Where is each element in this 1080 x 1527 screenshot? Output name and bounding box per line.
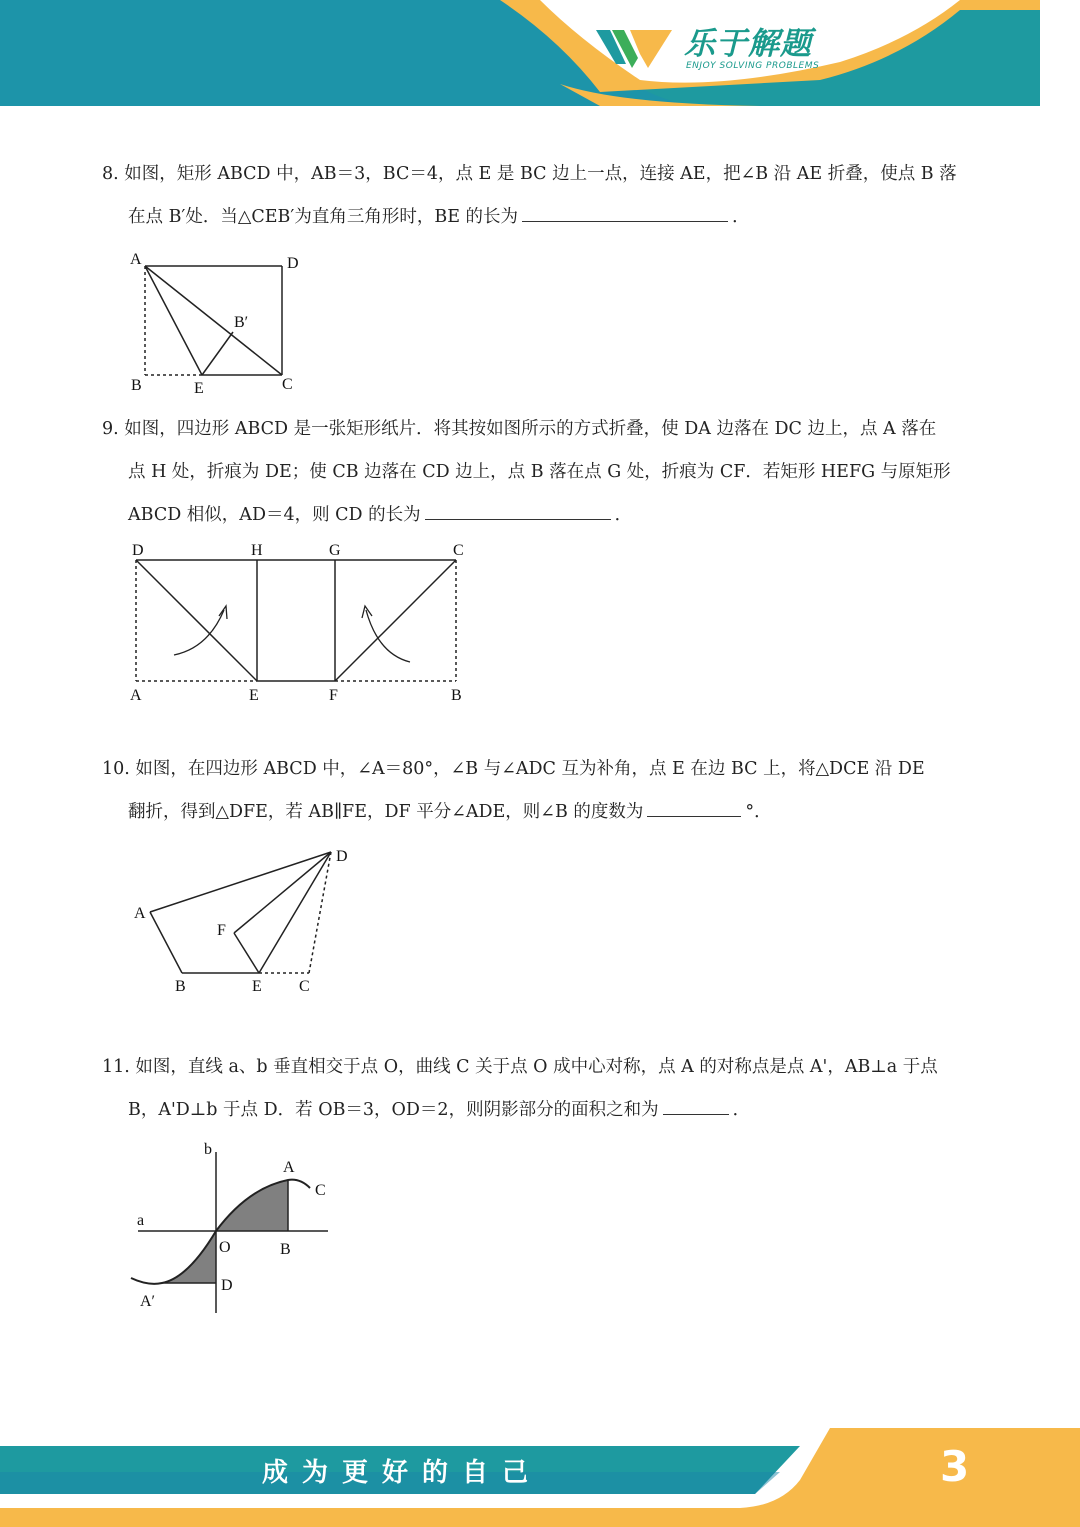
- question-number: 11.: [102, 1057, 130, 1077]
- question-text: B，A'D⊥b 于点 D．若 OB＝3，OD＝2，则阴影部分的面积之和为: [128, 1100, 659, 1120]
- question-11: 11. 如图，直线 a、b 垂直相交于点 O，曲线 C 关于点 O 成中心对称，点 A 的对称点是点 A'，AB⊥a 于点 B，A'D⊥b 于点 D．若 OB＝3，OD＝2，则阴影部分的面积之和为 ．: [102, 1057, 938, 1120]
- footer-slogan: 成为更好的自己: [262, 1458, 543, 1488]
- label-O: O: [219, 1239, 231, 1256]
- figure-q8: [125, 245, 315, 405]
- question-8: 8. 如图，矩形 ABCD 中，AB＝3，BC＝4，点 E 是 BC 边上一点，连接 AE，把∠B 沿 AE 折叠，使点 B 落 在点 B′处．当△CEB′为直角三角形时，BE 的长为 ．: [102, 164, 957, 227]
- question-text: 如图，四边形 ABCD 是一张矩形纸片．将其按如图所示的方式折叠，使 DA 边落在 DC 边上，点 A 落在: [124, 419, 937, 439]
- label-C: C: [315, 1182, 326, 1199]
- answer-blank[interactable]: [522, 203, 728, 222]
- label-a: a: [137, 1212, 145, 1229]
- figure-q10: [128, 842, 368, 1002]
- label-A: A: [283, 1159, 295, 1176]
- label-C: C: [282, 376, 293, 393]
- question-text: 在点 B′处．当△CEB′为直角三角形时，BE 的长为: [128, 207, 519, 227]
- label-F: F: [329, 687, 338, 704]
- question-text: ABCD 相似，AD＝4，则 CD 的长为: [128, 505, 421, 525]
- answer-blank[interactable]: [425, 501, 611, 520]
- question-text: 如图，直线 a、b 垂直相交于点 O，曲线 C 关于点 O 成中心对称，点 A 的对称点是点 A'，AB⊥a 于点: [135, 1057, 938, 1077]
- label-E: E: [249, 687, 259, 704]
- question-text: 如图，矩形 ABCD 中，AB＝3，BC＝4，点 E 是 BC 边上一点，连接 AE，把∠B 沿 AE 折叠，使点 B 落: [124, 164, 957, 184]
- label-F: F: [217, 922, 226, 939]
- label-H: H: [251, 542, 263, 559]
- question-text: 如图，在四边形 ABCD 中，∠A＝80°，∠B 与∠ADC 互为补角，点 E 在边 BC 上，将△DCE 沿 DE: [135, 759, 925, 779]
- label-C: C: [299, 978, 310, 995]
- label-C: C: [453, 542, 464, 559]
- question-number: 8.: [102, 164, 119, 184]
- question-number: 9.: [102, 419, 119, 439]
- brand-name: 乐于解题: [684, 26, 812, 62]
- label-A-prime: A′: [140, 1293, 156, 1310]
- question-text: 翻折，得到△DFE，若 AB∥FE，DF 平分∠ADE，则∠B 的度数为: [128, 802, 644, 822]
- brand-tagline: ENJOY SOLVING PROBLEMS: [686, 61, 820, 71]
- label-D: D: [132, 542, 144, 559]
- label-D: D: [336, 848, 348, 865]
- label-D: D: [287, 255, 299, 272]
- answer-blank[interactable]: [647, 798, 741, 817]
- header-banner: [0, 0, 1080, 112]
- label-D: D: [221, 1277, 233, 1294]
- label-B-prime: B′: [234, 314, 249, 331]
- brand-logo-icon: [594, 24, 674, 72]
- figure-q11: [128, 1138, 338, 1318]
- label-B: B: [175, 978, 186, 995]
- question-number: 10.: [102, 759, 130, 779]
- label-b: b: [204, 1141, 212, 1158]
- question-text: 点 H 处，折痕为 DE；使 CB 边落在 CD 边上，点 B 落在点 G 处，折痕为 CF．若矩形 HEFG 与原矩形: [128, 462, 951, 482]
- label-A: A: [134, 905, 146, 922]
- question-10: 10. 如图，在四边形 ABCD 中，∠A＝80°，∠B 与∠ADC 互为补角，点 E 在边 BC 上，将△DCE 沿 DE 翻折，得到△DFE，若 AB∥FE，DF 平分∠ADE，则∠B 的度数为 °．: [102, 759, 925, 822]
- answer-blank[interactable]: [663, 1096, 729, 1115]
- figure-q9: [128, 538, 478, 708]
- label-A: A: [130, 251, 142, 268]
- label-B: B: [280, 1241, 291, 1258]
- label-G: G: [329, 542, 341, 559]
- label-B: B: [131, 377, 142, 394]
- label-E: E: [194, 380, 204, 397]
- page-number: 3: [940, 1442, 970, 1491]
- label-E: E: [252, 978, 262, 995]
- question-9: 9. 如图，四边形 ABCD 是一张矩形纸片．将其按如图所示的方式折叠，使 DA 边落在 DC 边上，点 A 落在 点 H 处，折痕为 DE；使 CB 边落在 CD 边上，点 B 落在点 G 处，折痕为 CF．若矩形 HEFG 与原矩形 ABCD 相似，AD＝4，则 CD 的长为 ．: [102, 408, 982, 537]
- label-B: B: [451, 687, 462, 704]
- label-A: A: [130, 687, 142, 704]
